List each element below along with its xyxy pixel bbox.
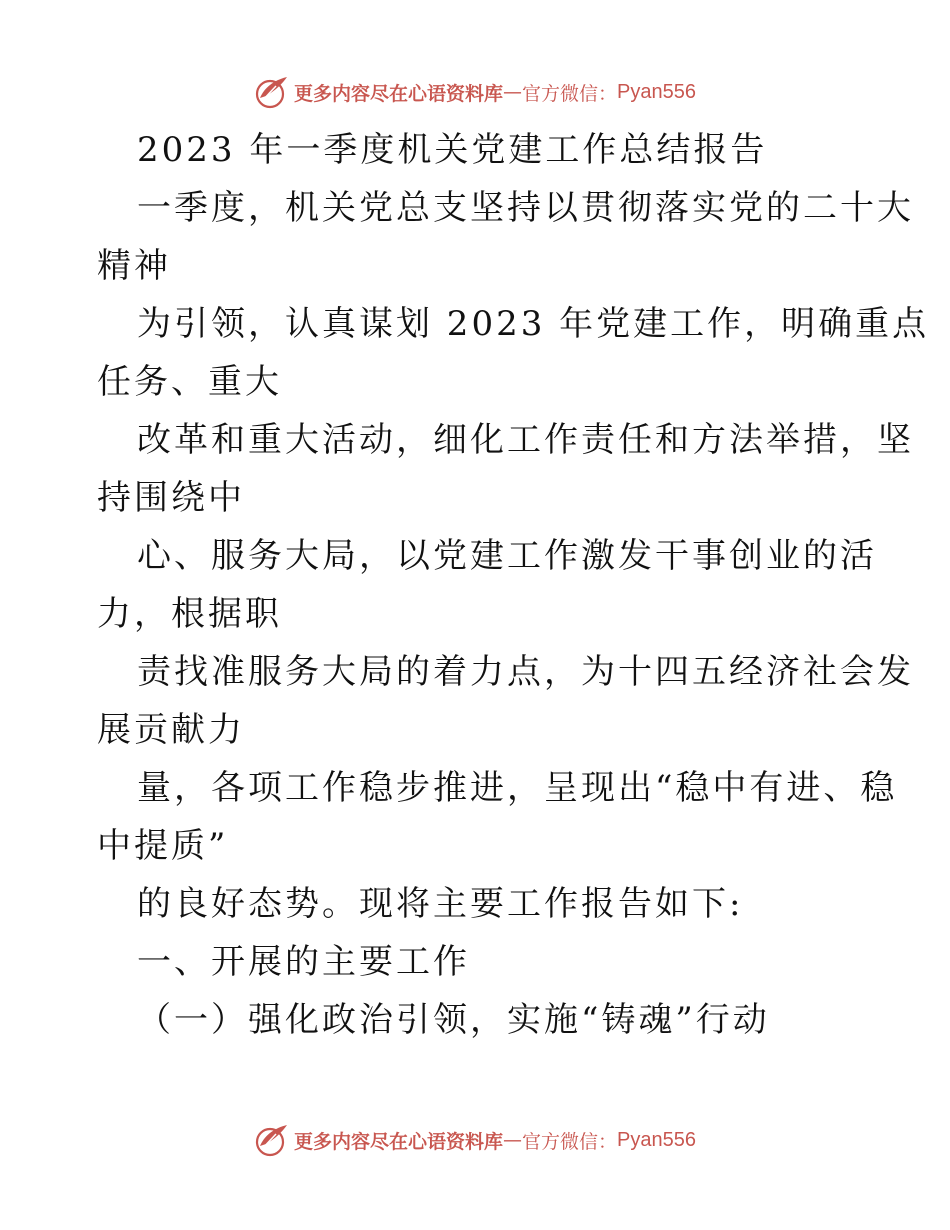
- paragraph-line: 一季度，机关党总支坚持以贯彻落实党的二十大: [137, 188, 914, 228]
- subsection-heading: （一）强化政治引领，实施“铸魂”行动: [137, 1000, 770, 1040]
- watermark-subtitle: 官方微信：: [522, 82, 618, 105]
- paragraph-line: 责找准服务大局的着力点，为十四五经济社会发: [137, 652, 914, 692]
- section-heading: 一、开展的主要工作: [137, 942, 470, 982]
- paragraph-line: 持围绕中: [97, 478, 245, 518]
- paragraph-line: 的良好态势。现将主要工作报告如下:: [137, 884, 744, 924]
- footer-watermark: [0, 1120, 950, 1160]
- paragraph-line: 中提质”: [97, 826, 229, 866]
- paragraph-line: 展贡献力: [97, 710, 245, 750]
- header-watermark: [0, 72, 950, 112]
- paragraph-line: 为引领，认真谋划 2023 年党建工作，明确重点: [137, 304, 930, 344]
- paragraph-line: 改革和重大活动，细化工作责任和方法举措，坚: [137, 420, 914, 460]
- paragraph-line: 力，根据职: [97, 594, 282, 634]
- watermark-dash: —: [503, 1129, 523, 1151]
- paragraph-line: 精神: [97, 246, 171, 286]
- watermark-wechat-id: Pyan556: [617, 1128, 696, 1151]
- document-title: 2023 年一季度机关党建工作总结报告: [137, 130, 768, 170]
- feather-logo-icon: [254, 74, 290, 110]
- watermark-subtitle: 官方微信：: [522, 1130, 618, 1153]
- watermark-title: 更多内容尽在心语资料库: [294, 82, 504, 105]
- document-body: [97, 121, 930, 1049]
- watermark-title: 更多内容尽在心语资料库: [294, 1130, 504, 1153]
- watermark-dash: —: [503, 81, 523, 103]
- watermark-wechat-id: Pyan556: [617, 80, 696, 103]
- feather-logo-icon: [254, 1122, 290, 1158]
- paragraph-line: 心、服务大局，以党建工作激发干事创业的活: [137, 536, 877, 576]
- paragraph-line: 任务、重大: [97, 362, 282, 402]
- paragraph-line: 量，各项工作稳步推进，呈现出“稳中有进、稳: [137, 768, 898, 808]
